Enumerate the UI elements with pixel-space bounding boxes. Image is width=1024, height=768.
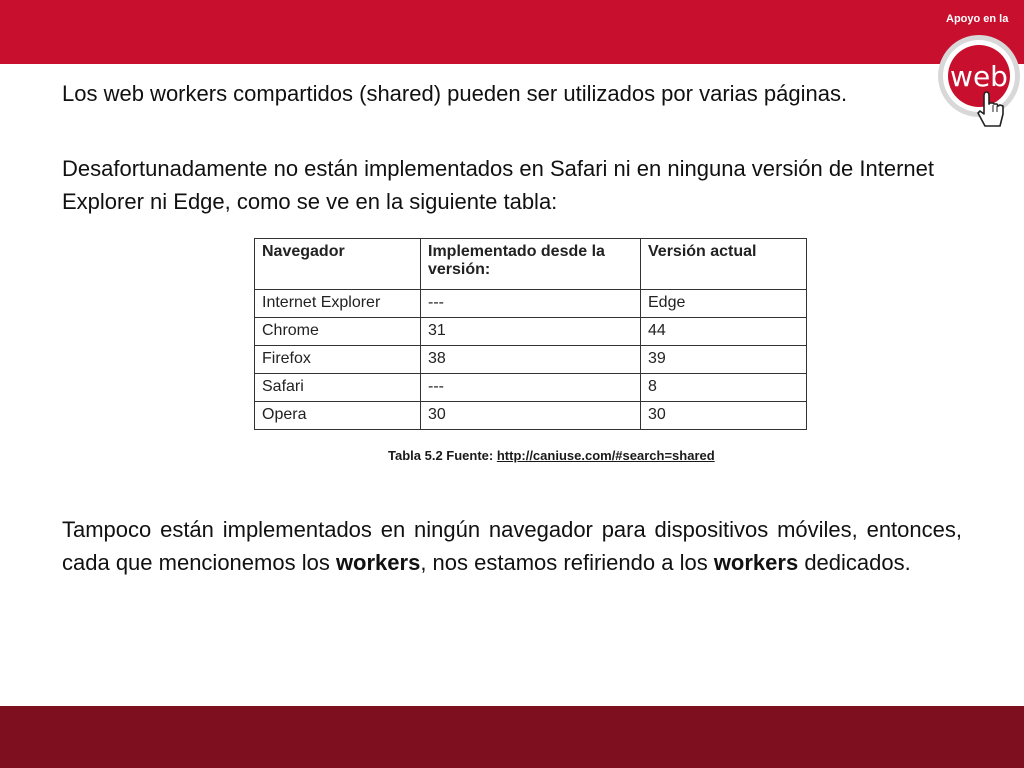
header-implementado: Implementado desde la versión: (421, 239, 641, 290)
cell-current: 39 (641, 346, 807, 374)
paragraph3-text-2: , nos estamos refiriendo a los (420, 550, 714, 575)
bottom-banner (0, 706, 1024, 768)
cell-current: Edge (641, 290, 807, 318)
cell-current: 44 (641, 318, 807, 346)
table-row (255, 290, 807, 318)
cell-since: 30 (421, 402, 641, 430)
paragraph-mobile-workers (62, 513, 962, 579)
cell-browser: Opera (255, 402, 421, 430)
header-navegador: Navegador (255, 239, 421, 290)
top-banner (0, 0, 1024, 64)
workers-term-1: workers (335, 550, 421, 575)
caption-label: Tabla 5.2 Fuente: (388, 448, 497, 463)
table-row (255, 346, 807, 374)
table-row (255, 402, 807, 430)
cell-since: 38 (421, 346, 641, 374)
paragraph3-text-3: dedicados. (798, 550, 911, 575)
table-row (255, 374, 807, 402)
paragraph-unsupported-browsers: Desafortunadamente no están implementados en Safari ni en ninguna versión de Internet Explorer ni Edge, como se ve en la siguiente tabla: (62, 156, 935, 214)
cell-since: 31 (421, 318, 641, 346)
paragraph-shared-workers: Los web workers compartidos (shared) pueden ser utilizados por varias páginas. (62, 81, 848, 106)
cell-browser: Safari (255, 374, 421, 402)
workers-term-2: workers (713, 550, 799, 575)
table-caption (388, 448, 715, 463)
cell-browser: Chrome (255, 318, 421, 346)
paragraph3-text-1: Tampoco están implementados en ningún navegador para dispositivos móviles, entonces, cada que mencionemos los (62, 517, 962, 575)
cell-since: --- (421, 290, 641, 318)
cell-since: --- (421, 374, 641, 402)
caption-source-link[interactable]: http://caniuse.com/#search=shared (496, 448, 715, 463)
table-row (255, 318, 807, 346)
apoyo-web-logo (930, 26, 1024, 138)
table-header-row (255, 239, 807, 290)
cell-browser: Firefox (255, 346, 421, 374)
logo-word: web (950, 60, 1008, 93)
header-version-actual: Versión actual (641, 239, 807, 290)
browser-support-table (254, 238, 807, 430)
logo-tagline: Apoyo en la (946, 13, 1009, 25)
cell-browser: Internet Explorer (255, 290, 421, 318)
cell-current: 8 (641, 374, 807, 402)
cell-current: 30 (641, 402, 807, 430)
